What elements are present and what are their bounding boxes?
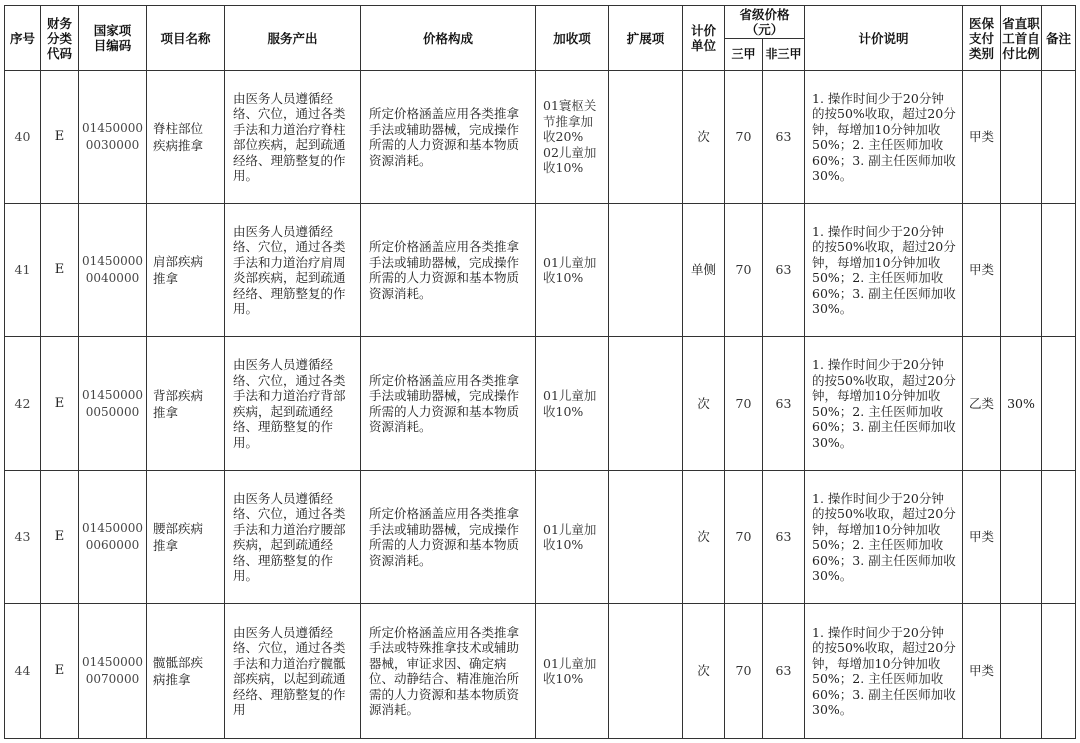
cell-surcharge: 01儿童加 收10% [536,471,609,604]
cell-fin-code: E [41,337,79,471]
cell-extension [609,471,683,604]
cell-remarks [1042,604,1076,739]
cell-extension [609,71,683,204]
header-composition: 价格构成 [361,6,536,71]
cell-fin-code: E [41,71,79,204]
cell-seq: 41 [5,204,41,337]
cell-composition: 所定价格涵盖应用各类推拿手法或辅助器械，完成操作所需的人力资源和基本物质资源消耗。 [361,204,536,337]
cell-name: 背部疾病 推拿 [147,337,225,471]
header-prov-price: 省级价格 （元） [725,6,805,39]
cell-fin-code: E [41,604,79,739]
header-tier3: 三甲 [725,39,763,71]
cell-nat-code: 01450000 0070000 [79,604,147,739]
cell-unit: 次 [683,337,725,471]
cell-self-pay [1001,471,1042,604]
header-output: 服务产出 [225,6,361,71]
header-self-pay: 省直职 工首自 付比例 [1001,6,1042,71]
cell-surcharge: 01儿童加 收10% [536,337,609,471]
cell-composition: 所定价格涵盖应用各类推拿手法或辅助器械，完成操作所需的人力资源和基本物质资源消耗。 [361,71,536,204]
cell-fin-code: E [41,471,79,604]
table-row [5,71,1076,204]
cell-insurance: 甲类 [963,604,1001,739]
header-name: 项目名称 [147,6,225,71]
cell-non-tier3-price: 63 [763,71,805,204]
header-surcharge: 加收项 [536,6,609,71]
cell-non-tier3-price: 63 [763,604,805,739]
cell-notes: 1. 操作时间少于20分钟的按50%收取，超过20分钟，每增加10分钟加收50%；2. 主任医师加收60%；3. 副主任医师加收30%。 [805,204,963,337]
cell-nat-code: 01450000 0060000 [79,471,147,604]
cell-unit: 单侧 [683,204,725,337]
cell-nat-code: 01450000 0050000 [79,337,147,471]
cell-nat-code: 01450000 0040000 [79,204,147,337]
cell-unit: 次 [683,471,725,604]
cell-seq: 44 [5,604,41,739]
cell-output: 由医务人员遵循经络、穴位，通过各类手法和力道治疗背部疾病，起到疏通经络、理筋整复的作用。 [225,337,361,471]
cell-insurance: 甲类 [963,71,1001,204]
cell-extension [609,337,683,471]
cell-notes: 1. 操作时间少于20分钟的按50%收取，超过20分钟，每增加10分钟加收50%；2. 主任医师加收60%；3. 副主任医师加收30%。 [805,71,963,204]
cell-name: 脊柱部位 疾病推拿 [147,71,225,204]
cell-remarks [1042,204,1076,337]
cell-tier3-price: 70 [725,337,763,471]
cell-composition: 所定价格涵盖应用各类推拿手法或特殊推拿技术或辅助器械，审证求因、确定病位、动静结合、精准施治所需的人力资源和基本物质资源消耗。 [361,604,536,739]
cell-insurance: 甲类 [963,204,1001,337]
header-notes: 计价说明 [805,6,963,71]
table-row [5,604,1076,739]
header-extension: 扩展项 [609,6,683,71]
cell-tier3-price: 70 [725,71,763,204]
cell-tier3-price: 70 [725,204,763,337]
cell-non-tier3-price: 63 [763,471,805,604]
cell-remarks [1042,71,1076,204]
cell-unit: 次 [683,71,725,204]
cell-self-pay [1001,71,1042,204]
header-nat-code: 国家项 目编码 [79,6,147,71]
cell-notes: 1. 操作时间少于20分钟的按50%收取，超过20分钟，每增加10分钟加收50%；2. 主任医师加收60%；3. 副主任医师加收30%。 [805,337,963,471]
cell-surcharge: 01儿童加 收10% [536,604,609,739]
cell-surcharge: 01儿童加 收10% [536,204,609,337]
cell-seq: 43 [5,471,41,604]
cell-nat-code: 01450000 0030000 [79,71,147,204]
cell-tier3-price: 70 [725,471,763,604]
cell-composition: 所定价格涵盖应用各类推拿手法或辅助器械，完成操作所需的人力资源和基本物质资源消耗。 [361,471,536,604]
cell-composition: 所定价格涵盖应用各类推拿手法或辅助器械，完成操作所需的人力资源和基本物质资源消耗。 [361,337,536,471]
cell-remarks [1042,471,1076,604]
cell-seq: 40 [5,71,41,204]
cell-notes: 1. 操作时间少于20分钟的按50%收取，超过20分钟，每增加10分钟加收50%；2. 主任医师加收60%；3. 副主任医师加收30%。 [805,471,963,604]
cell-non-tier3-price: 63 [763,204,805,337]
header-fin-code: 财务 分类 代码 [41,6,79,71]
cell-name: 腰部疾病 推拿 [147,471,225,604]
cell-extension [609,204,683,337]
header-remarks: 备注 [1042,6,1076,71]
cell-extension [609,604,683,739]
cell-output: 由医务人员遵循经络、穴位，通过各类手法和力道治疗脊柱部位疾病，起到疏通经络、理筋整复的作用。 [225,71,361,204]
table-row [5,204,1076,337]
cell-self-pay [1001,204,1042,337]
cell-insurance: 甲类 [963,471,1001,604]
cell-remarks [1042,337,1076,471]
cell-notes: 1. 操作时间少于20分钟的按50%收取，超过20分钟，每增加10分钟加收50%；2. 主任医师加收60%；3. 副主任医师加收30%。 [805,604,963,739]
header-non-tier3: 非三甲 [763,39,805,71]
cell-name: 髋骶部疾 病推拿 [147,604,225,739]
cell-non-tier3-price: 63 [763,337,805,471]
cell-insurance: 乙类 [963,337,1001,471]
table-row [5,337,1076,471]
table-row [5,471,1076,604]
cell-fin-code: E [41,204,79,337]
cell-name: 肩部疾病 推拿 [147,204,225,337]
header-insurance: 医保 支付 类别 [963,6,1001,71]
header-seq: 序号 [5,6,41,71]
pricing-table [4,5,1076,739]
cell-self-pay: 30% [1001,337,1042,471]
cell-unit: 次 [683,604,725,739]
cell-seq: 42 [5,337,41,471]
header-unit: 计价 单位 [683,6,725,71]
cell-output: 由医务人员遵循经络、穴位，通过各类手法和力道治疗腰部疾病，起到疏通经络、理筋整复的作用。 [225,471,361,604]
cell-tier3-price: 70 [725,604,763,739]
cell-output: 由医务人员遵循经络、穴位，通过各类手法和力道治疗肩周炎部疾病，起到疏通经络、理筋整复的作用。 [225,204,361,337]
cell-output: 由医务人员遵循经络、穴位，通过各类手法和力道治疗髋骶部疾病，以起到疏通经络、理筋整复的作用 [225,604,361,739]
cell-surcharge: 01寰枢关 节推拿加 收20% 02儿童加 收10% [536,71,609,204]
cell-self-pay [1001,604,1042,739]
